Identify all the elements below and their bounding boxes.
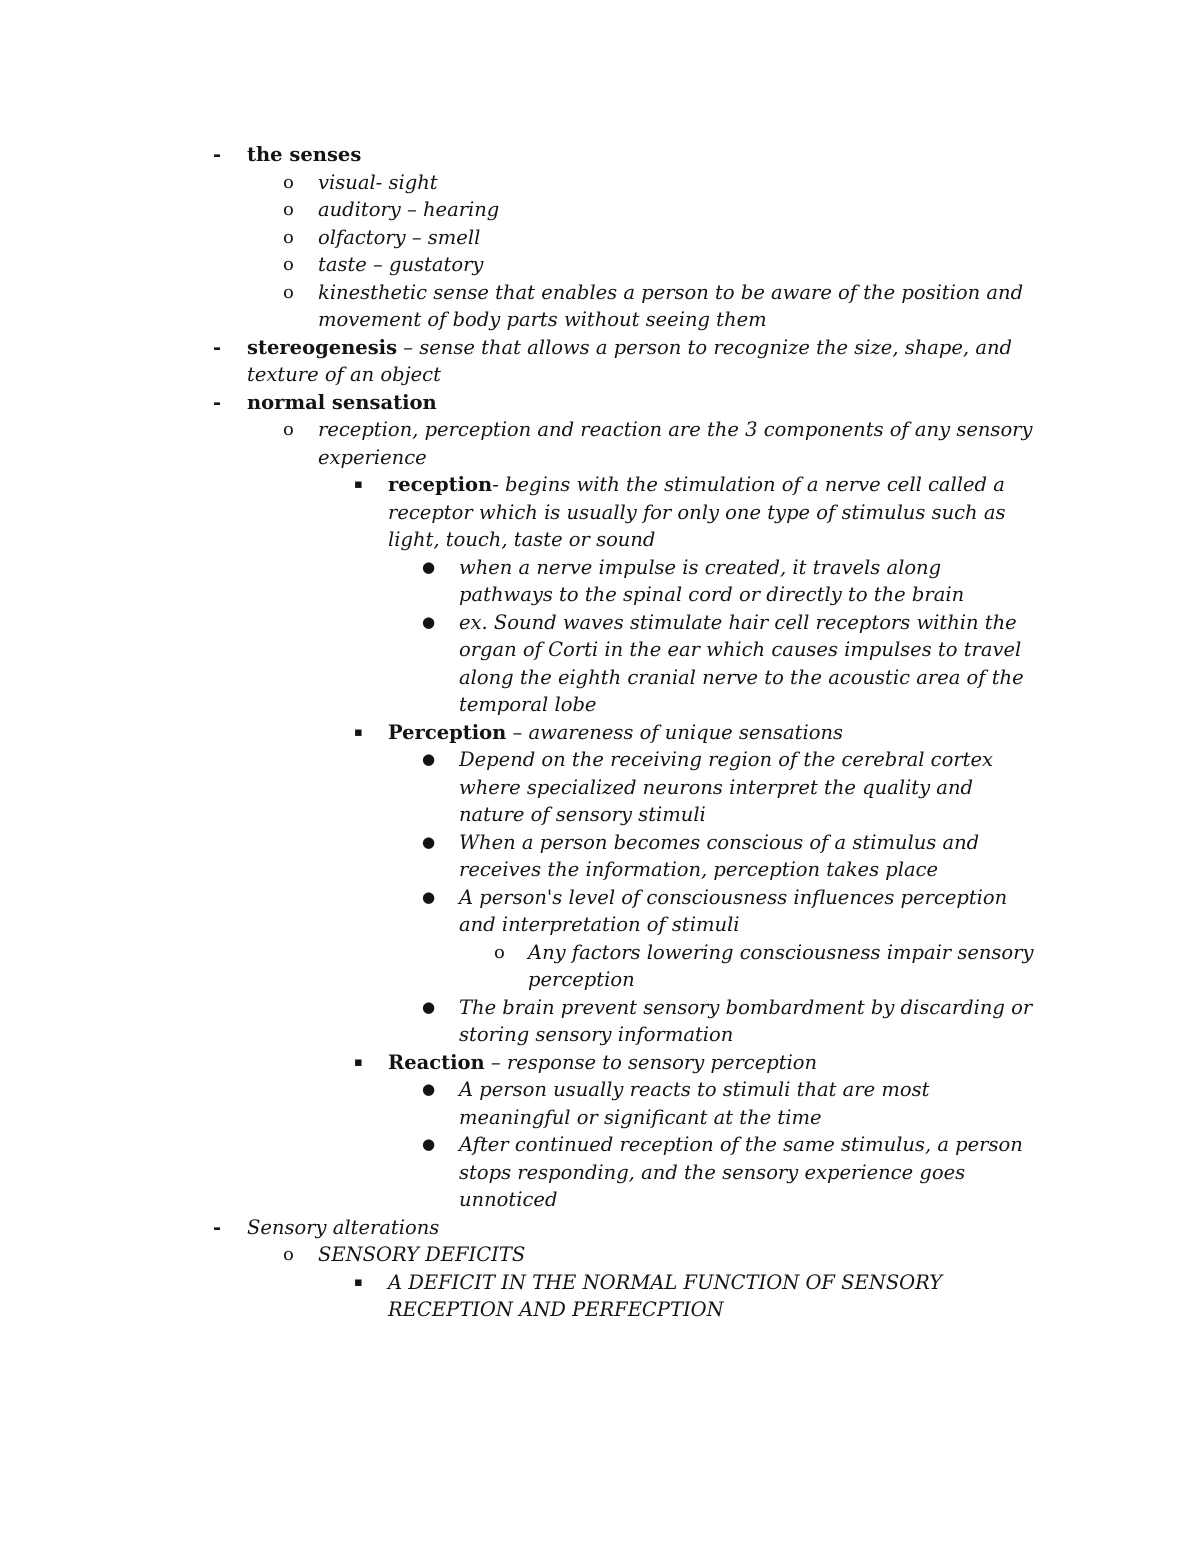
list-item-text-continued: perception: [528, 968, 635, 991]
list-item-components: [283, 416, 1200, 471]
list-item-taste: [283, 251, 1200, 279]
square-marker: ▪: [354, 1274, 363, 1290]
outline-item-sensory-alterations: [213, 1214, 1200, 1242]
bullet-item-sound-waves: [422, 609, 1200, 719]
list-item-olfactory: [283, 224, 1200, 252]
definition-reaction: – response to sensory perception: [484, 1050, 818, 1074]
bullet-text-continued: nature of sensory stimuli: [459, 803, 706, 826]
dash-marker: -: [213, 143, 222, 166]
definition-reception: - begins with the stimulation of a nerve cell called a: [492, 473, 1005, 496]
list-item-text: olfactory – smell: [318, 225, 481, 249]
heading-sensory-alterations: Sensory alterations: [247, 1215, 440, 1239]
dash-marker: -: [213, 335, 222, 359]
dash-marker: -: [213, 1215, 222, 1239]
list-item-text: Any factors lowering consciousness impair sensory: [528, 940, 1034, 964]
definition-reception-continued: light, touch, taste or sound: [388, 528, 656, 551]
bullet-marker: ●: [422, 832, 436, 851]
definition-stereogenesis-continued: texture of an object: [247, 363, 441, 386]
dash-marker: -: [213, 390, 222, 414]
bullet-text: A person's level of consciousness influences perception: [459, 885, 1008, 909]
list-item-text: kinesthetic sense that enables a person to be aware of the position and: [318, 280, 1024, 304]
bullet-item-consciousness-level: [422, 884, 1200, 939]
square-marker: ▪: [354, 477, 363, 492]
list-item-text: A DEFICIT IN THE NORMAL FUNCTION OF SENSORY: [388, 1270, 943, 1294]
term-reception: reception: [388, 473, 493, 496]
bullet-text-continued: where specialized neurons interpret the quality and: [459, 775, 973, 799]
list-item-lowering-consciousness: [494, 939, 1200, 994]
bullet-text-continued: storing sensory information: [459, 1023, 734, 1046]
bullet-text-continued: organ of Corti in the ear which causes impulses to travel: [459, 638, 1022, 661]
list-item-reaction: [354, 1049, 1200, 1077]
outline-item-normal-sensation: [213, 389, 1200, 417]
bullet-text: When a person becomes conscious of a stimulus and: [459, 830, 980, 854]
bullet-item-cerebral-cortex: [422, 746, 1200, 829]
heading-normal-sensation: normal sensation: [247, 390, 437, 414]
square-marker: ▪: [354, 1054, 363, 1070]
circle-marker: o: [283, 199, 294, 220]
list-item-sensory-deficits: [283, 1241, 1200, 1269]
circle-marker: o: [283, 226, 294, 248]
list-item-text-continued: RECEPTION AND PERFECPTION: [388, 1298, 724, 1321]
square-marker: ▪: [354, 724, 363, 740]
bullet-text: Depend on the receiving region of the cerebral cortex: [459, 748, 994, 771]
term-perception: Perception: [388, 720, 507, 744]
bullet-text: After continued reception of the same stimulus, a person: [459, 1133, 1023, 1156]
bullet-marker: ●: [422, 1135, 436, 1153]
bullet-text: The brain prevent sensory bombardment by discarding or: [459, 995, 1033, 1019]
list-item-reception: [354, 471, 1200, 554]
circle-marker: o: [283, 254, 294, 275]
circle-marker: o: [283, 281, 294, 303]
bullet-marker: ●: [422, 997, 436, 1016]
bullet-marker: ●: [422, 612, 436, 631]
term-stereogenesis: stereogenesis: [247, 335, 398, 359]
bullet-text-continued: along the eighth cranial nerve to the acoustic area of the: [459, 665, 1024, 689]
bullet-text: when a nerve impulse is created, it travels along: [459, 555, 942, 579]
bullet-text-continued: meaningful or significant at the time: [459, 1105, 822, 1129]
bullet-text-continued: temporal lobe: [459, 693, 597, 716]
bullet-marker: ●: [422, 750, 436, 768]
bullet-item-meaningful-stimuli: [422, 1076, 1200, 1131]
bullet-text-continued: and interpretation of stimuli: [459, 913, 740, 936]
circle-marker: o: [283, 419, 294, 440]
term-reaction: Reaction: [388, 1050, 485, 1074]
bullet-text-continued: unnoticed: [459, 1188, 558, 1211]
bullet-item-sensory-bombardment: [422, 994, 1200, 1049]
heading-the-senses: the senses: [247, 143, 362, 166]
circle-marker: o: [494, 941, 505, 963]
circle-marker: o: [283, 1244, 294, 1265]
bullet-item-conscious: [422, 829, 1200, 884]
bullet-text-continued: receives the information, perception takes place: [459, 858, 939, 881]
list-item-text: visual- sight: [318, 170, 438, 194]
bullet-text-continued: pathways to the spinal cord or directly to the brain: [459, 583, 965, 606]
bullet-marker: ●: [422, 557, 436, 576]
list-item-text-continued: movement of body parts without seeing them: [318, 308, 767, 331]
definition-perception: – awareness of unique sensations: [506, 720, 844, 744]
bullet-text: A person usually reacts to stimuli that are most: [459, 1078, 930, 1101]
bullet-item-continued-reception: [422, 1131, 1200, 1214]
list-item-kinesthetic: [283, 279, 1200, 334]
outline-item-stereogenesis: [213, 334, 1200, 389]
list-item-text-continued: experience: [318, 445, 427, 469]
list-item-text: SENSORY DEFICITS: [318, 1243, 526, 1266]
bullet-marker: ●: [422, 887, 436, 906]
bullet-marker: ●: [422, 1080, 436, 1098]
list-item-auditory: [283, 196, 1200, 224]
definition-reception-continued: receptor which is usually for only one type of stimulus such as: [388, 500, 1006, 524]
bullet-item-nerve-impulse: [422, 554, 1200, 609]
outline-item-the-senses: [213, 141, 1200, 169]
circle-marker: o: [283, 171, 294, 193]
list-item-text: auditory – hearing: [318, 198, 500, 221]
list-item-visual: [283, 169, 1200, 197]
list-item-deficit-definition: [354, 1269, 1200, 1324]
definition-stereogenesis: – sense that allows a person to recognize the size, shape, and: [397, 335, 1012, 359]
list-item-text: taste – gustatory: [318, 253, 484, 276]
bullet-text: ex. Sound waves stimulate hair cell receptors within the: [459, 610, 1017, 634]
list-item-perception: [354, 719, 1200, 747]
list-item-text: reception, perception and reaction are the 3 components of any sensory: [318, 418, 1033, 441]
bullet-text-continued: stops responding, and the sensory experience goes: [459, 1160, 966, 1184]
